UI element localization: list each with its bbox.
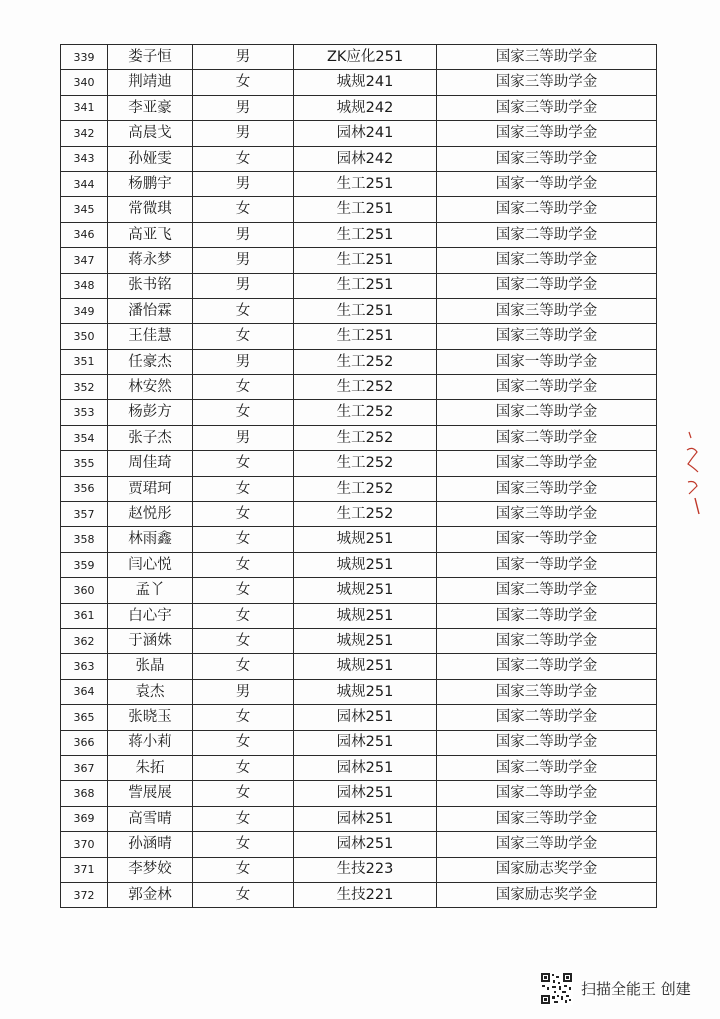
table-row: [61, 451, 657, 476]
cell-sequence-number: 356: [61, 476, 108, 501]
cell-sequence-number: 370: [61, 832, 108, 857]
cell-student-name: 周佳琦: [108, 451, 193, 476]
cell-award-type: 国家二等助学金: [437, 197, 657, 222]
cell-sequence-number: 364: [61, 679, 108, 704]
cell-gender: 女: [193, 755, 294, 780]
table-row: [61, 781, 657, 806]
cell-gender: 女: [193, 832, 294, 857]
cell-award-type: 国家一等助学金: [437, 349, 657, 374]
cell-class: 园林251: [294, 832, 437, 857]
cell-student-name: 任豪杰: [108, 349, 193, 374]
cell-student-name: 朱拓: [108, 755, 193, 780]
cell-sequence-number: 353: [61, 400, 108, 425]
cell-class: 生工251: [294, 197, 437, 222]
cell-award-type: 国家二等助学金: [437, 451, 657, 476]
cell-class: 生工252: [294, 400, 437, 425]
cell-gender: 男: [193, 222, 294, 247]
table-row: [61, 552, 657, 577]
cell-gender: 女: [193, 628, 294, 653]
cell-student-name: 高晨戈: [108, 121, 193, 146]
cell-class: 生工252: [294, 476, 437, 501]
table-row: [61, 730, 657, 755]
cell-award-type: 国家二等助学金: [437, 654, 657, 679]
cell-gender: 女: [193, 375, 294, 400]
cell-award-type: 国家三等助学金: [437, 298, 657, 323]
table-row: [61, 832, 657, 857]
cell-gender: 女: [193, 197, 294, 222]
cell-sequence-number: 339: [61, 45, 108, 70]
cell-sequence-number: 362: [61, 628, 108, 653]
table-body: [61, 45, 657, 908]
cell-student-name: 荆靖迪: [108, 70, 193, 95]
cell-student-name: 蒋小莉: [108, 730, 193, 755]
cell-award-type: 国家三等助学金: [437, 806, 657, 831]
cell-student-name: 张子杰: [108, 425, 193, 450]
cell-award-type: 国家二等助学金: [437, 755, 657, 780]
cell-class: 生工252: [294, 375, 437, 400]
cell-class: 生工252: [294, 349, 437, 374]
cell-class: 生工251: [294, 222, 437, 247]
cell-class: 园林241: [294, 121, 437, 146]
cell-sequence-number: 346: [61, 222, 108, 247]
cell-award-type: 国家三等助学金: [437, 679, 657, 704]
cell-gender: 男: [193, 171, 294, 196]
table-row: [61, 349, 657, 374]
cell-gender: 女: [193, 451, 294, 476]
cell-student-name: 郭金林: [108, 882, 193, 907]
cell-sequence-number: 355: [61, 451, 108, 476]
table-row: [61, 197, 657, 222]
cell-student-name: 王佳慧: [108, 324, 193, 349]
cell-student-name: 赵悦彤: [108, 502, 193, 527]
cell-gender: 女: [193, 578, 294, 603]
table-row: [61, 755, 657, 780]
cell-sequence-number: 359: [61, 552, 108, 577]
cell-gender: 女: [193, 324, 294, 349]
cell-sequence-number: 352: [61, 375, 108, 400]
cell-class: 生工251: [294, 273, 437, 298]
table-row: [61, 298, 657, 323]
grant-recipient-table: [60, 44, 657, 908]
cell-award-type: 国家一等助学金: [437, 552, 657, 577]
cell-student-name: 于涵姝: [108, 628, 193, 653]
cell-award-type: 国家一等助学金: [437, 171, 657, 196]
cell-class: 生工251: [294, 171, 437, 196]
cell-gender: 女: [193, 400, 294, 425]
cell-award-type: 国家三等助学金: [437, 95, 657, 120]
cell-class: 城规251: [294, 578, 437, 603]
cell-gender: 女: [193, 70, 294, 95]
cell-sequence-number: 351: [61, 349, 108, 374]
cell-student-name: 高亚飞: [108, 222, 193, 247]
cell-gender: 男: [193, 121, 294, 146]
cell-award-type: 国家三等助学金: [437, 45, 657, 70]
cell-class: 生工252: [294, 425, 437, 450]
cell-class: 园林251: [294, 806, 437, 831]
cell-gender: 女: [193, 476, 294, 501]
cell-student-name: 訾展展: [108, 781, 193, 806]
cell-gender: 男: [193, 273, 294, 298]
cell-sequence-number: 348: [61, 273, 108, 298]
cell-award-type: 国家二等助学金: [437, 781, 657, 806]
cell-gender: 男: [193, 95, 294, 120]
table-row: [61, 121, 657, 146]
scanner-watermark: [540, 970, 691, 1006]
cell-class: 生工251: [294, 324, 437, 349]
cell-award-type: 国家三等助学金: [437, 70, 657, 95]
cell-sequence-number: 365: [61, 705, 108, 730]
cell-sequence-number: 341: [61, 95, 108, 120]
cell-class: 园林251: [294, 705, 437, 730]
table-row: [61, 70, 657, 95]
cell-sequence-number: 349: [61, 298, 108, 323]
cell-student-name: 林雨鑫: [108, 527, 193, 552]
cell-award-type: 国家二等助学金: [437, 248, 657, 273]
cell-class: 园林242: [294, 146, 437, 171]
cell-student-name: 白心宇: [108, 603, 193, 628]
cell-award-type: 国家二等助学金: [437, 425, 657, 450]
cell-class: 城规251: [294, 552, 437, 577]
cell-sequence-number: 366: [61, 730, 108, 755]
cell-gender: 女: [193, 527, 294, 552]
watermark-text: 扫描全能王 创建: [581, 979, 691, 998]
table-row: [61, 502, 657, 527]
cell-award-type: 国家三等助学金: [437, 121, 657, 146]
cell-student-name: 娄子恒: [108, 45, 193, 70]
table-row: [61, 425, 657, 450]
cell-gender: 男: [193, 425, 294, 450]
cell-gender: 女: [193, 603, 294, 628]
cell-gender: 男: [193, 248, 294, 273]
cell-student-name: 李亚豪: [108, 95, 193, 120]
cell-sequence-number: 350: [61, 324, 108, 349]
cell-sequence-number: 361: [61, 603, 108, 628]
cell-award-type: 国家二等助学金: [437, 578, 657, 603]
cell-student-name: 孙娅雯: [108, 146, 193, 171]
cell-class: 城规251: [294, 679, 437, 704]
table-row: [61, 806, 657, 831]
cell-award-type: 国家二等助学金: [437, 628, 657, 653]
cell-student-name: 李梦姣: [108, 857, 193, 882]
cell-class: 生技223: [294, 857, 437, 882]
cell-sequence-number: 371: [61, 857, 108, 882]
cell-student-name: 杨彭方: [108, 400, 193, 425]
cell-class: 城规251: [294, 628, 437, 653]
cell-gender: 女: [193, 146, 294, 171]
cell-award-type: 国家三等助学金: [437, 476, 657, 501]
cell-award-type: 国家二等助学金: [437, 375, 657, 400]
cell-sequence-number: 360: [61, 578, 108, 603]
cell-student-name: 蒋永梦: [108, 248, 193, 273]
table-row: [61, 578, 657, 603]
table-row: [61, 882, 657, 907]
cell-award-type: 国家一等助学金: [437, 527, 657, 552]
table-row: [61, 375, 657, 400]
handwritten-margin-mark: [683, 428, 703, 518]
cell-gender: 男: [193, 45, 294, 70]
cell-class: 生技221: [294, 882, 437, 907]
cell-student-name: 杨鹏宇: [108, 171, 193, 196]
cell-gender: 女: [193, 705, 294, 730]
table-row: [61, 679, 657, 704]
cell-gender: 女: [193, 806, 294, 831]
cell-sequence-number: 340: [61, 70, 108, 95]
table-row: [61, 222, 657, 247]
cell-student-name: 闫心悦: [108, 552, 193, 577]
cell-class: 城规251: [294, 527, 437, 552]
table-row: [61, 45, 657, 70]
cell-student-name: 贾珺珂: [108, 476, 193, 501]
cell-gender: 女: [193, 857, 294, 882]
cell-student-name: 潘怡霖: [108, 298, 193, 323]
cell-sequence-number: 344: [61, 171, 108, 196]
table-row: [61, 324, 657, 349]
cell-class: ZK应化251: [294, 45, 437, 70]
cell-award-type: 国家三等助学金: [437, 324, 657, 349]
cell-student-name: 张书铭: [108, 273, 193, 298]
cell-award-type: 国家三等助学金: [437, 146, 657, 171]
cell-class: 城规241: [294, 70, 437, 95]
cell-award-type: 国家二等助学金: [437, 273, 657, 298]
table-row: [61, 527, 657, 552]
cell-class: 城规251: [294, 654, 437, 679]
cell-sequence-number: 342: [61, 121, 108, 146]
cell-award-type: 国家二等助学金: [437, 400, 657, 425]
cell-sequence-number: 354: [61, 425, 108, 450]
cell-student-name: 常微琪: [108, 197, 193, 222]
table-row: [61, 95, 657, 120]
table-row: [61, 146, 657, 171]
cell-sequence-number: 358: [61, 527, 108, 552]
cell-gender: 女: [193, 552, 294, 577]
table-row: [61, 603, 657, 628]
table-row: [61, 273, 657, 298]
cell-student-name: 高雪晴: [108, 806, 193, 831]
cell-class: 生工251: [294, 248, 437, 273]
cell-gender: 女: [193, 730, 294, 755]
cell-gender: 男: [193, 679, 294, 704]
table-row: [61, 705, 657, 730]
cell-class: 城规251: [294, 603, 437, 628]
cell-student-name: 孟丫: [108, 578, 193, 603]
cell-sequence-number: 367: [61, 755, 108, 780]
cell-award-type: 国家励志奖学金: [437, 882, 657, 907]
cell-class: 生工251: [294, 298, 437, 323]
cell-sequence-number: 372: [61, 882, 108, 907]
cell-student-name: 张晶: [108, 654, 193, 679]
cell-award-type: 国家二等助学金: [437, 222, 657, 247]
cell-class: 生工252: [294, 451, 437, 476]
table-row: [61, 248, 657, 273]
cell-award-type: 国家三等助学金: [437, 502, 657, 527]
cell-sequence-number: 345: [61, 197, 108, 222]
cell-gender: 男: [193, 349, 294, 374]
cell-sequence-number: 347: [61, 248, 108, 273]
cell-student-name: 林安然: [108, 375, 193, 400]
cell-gender: 女: [193, 298, 294, 323]
cell-class: 园林251: [294, 730, 437, 755]
table-row: [61, 400, 657, 425]
cell-sequence-number: 363: [61, 654, 108, 679]
cell-award-type: 国家三等助学金: [437, 832, 657, 857]
table-row: [61, 628, 657, 653]
table-row: [61, 476, 657, 501]
table-row: [61, 171, 657, 196]
cell-class: 园林251: [294, 781, 437, 806]
cell-class: 园林251: [294, 755, 437, 780]
cell-student-name: 袁杰: [108, 679, 193, 704]
table-row: [61, 857, 657, 882]
cell-gender: 女: [193, 502, 294, 527]
table-row: [61, 654, 657, 679]
cell-award-type: 国家二等助学金: [437, 603, 657, 628]
cell-student-name: 张晓玉: [108, 705, 193, 730]
cell-sequence-number: 357: [61, 502, 108, 527]
cell-award-type: 国家励志奖学金: [437, 857, 657, 882]
cell-gender: 女: [193, 781, 294, 806]
cell-sequence-number: 369: [61, 806, 108, 831]
cell-sequence-number: 343: [61, 146, 108, 171]
cell-class: 生工252: [294, 502, 437, 527]
cell-gender: 女: [193, 654, 294, 679]
cell-student-name: 孙涵晴: [108, 832, 193, 857]
cell-class: 城规242: [294, 95, 437, 120]
cell-award-type: 国家二等助学金: [437, 730, 657, 755]
cell-sequence-number: 368: [61, 781, 108, 806]
qr-code-icon: [540, 972, 573, 1005]
cell-gender: 女: [193, 882, 294, 907]
cell-award-type: 国家二等助学金: [437, 705, 657, 730]
